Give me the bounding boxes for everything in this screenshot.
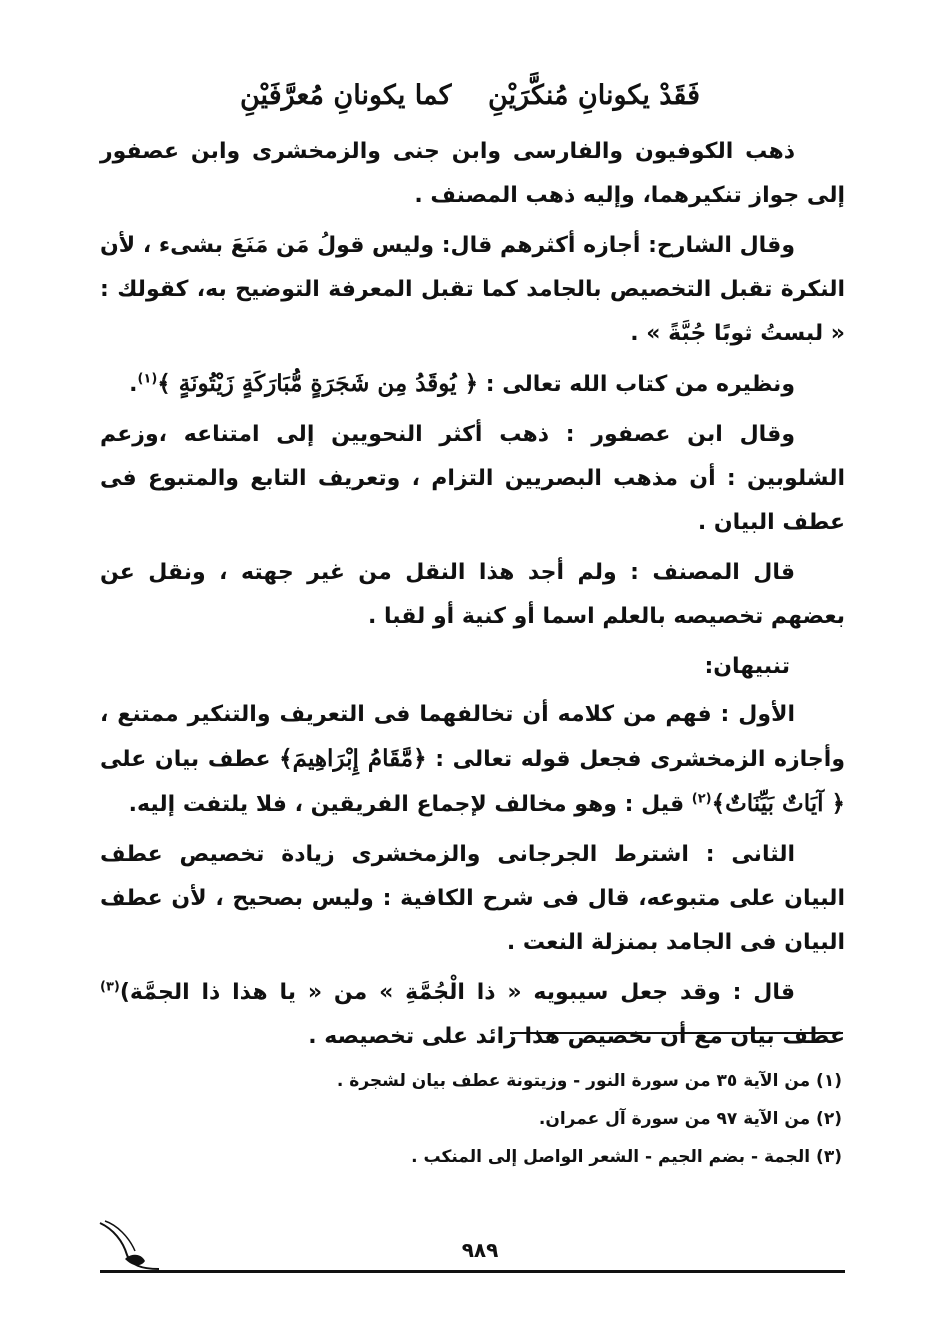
footnote-ref-2: (٢) — [691, 791, 712, 807]
footnote-ref-1: (١) — [137, 371, 158, 387]
paragraph-8-text-b: عطف بيان مع أن تخصيص هذا زائد على تخصيصه . — [308, 1024, 845, 1049]
quran-quote-3: ﴿ آيَاتٌ بَيِّنَاتٌ﴾ — [711, 790, 845, 817]
paragraph-2: وقال الشارح: أجازه أكثرهم قال: وليس قولُ مَن مَنَعَ بشىء ، لأن النكرة تقبل التخصيص بالجامد كما تقبل المعرفة التوضيح به، كقولك : « لبستُ ثوبًا جُبَّةً » . — [100, 233, 845, 346]
paragraph-3-text: ونظيره من كتاب الله تعالى : — [485, 372, 795, 397]
paragraph-8 — [100, 971, 845, 1059]
page-number: ٩٨٩ — [461, 1238, 499, 1262]
paragraph-3-end: . — [129, 372, 138, 397]
paragraph-6-text-b: عطف بيان على — [100, 747, 271, 772]
paragraph-8-text-a: قال : وقد جعل سيبويه « ذا الْجُمَّةِ » من « يا هذا ذا الجمَّة) — [119, 980, 795, 1005]
footnote-2: (٢) من الآية ٩٧ من سورة آل عمران. — [538, 1109, 842, 1129]
footnote-separator — [510, 1032, 843, 1034]
verse-hemistich-left: كما يكونانِ مُعرَّفَيْنِ — [240, 80, 452, 111]
footnote-3: (٣) الجمة - بضم الجيم - الشعر الواصل إلى المنكب . — [411, 1147, 842, 1167]
paragraph-5: قال المصنف : ولم أجد هذا النقل من غير جهته ، ونقل عن بعضهم تخصيصه بالعلم اسما أو كنية أو لقبا . — [100, 560, 845, 629]
paragraph-6 — [100, 693, 845, 827]
paragraph-6-text-c: قيل : وهو مخالف لإجماع الفريقين ، فلا يلتفت إليه. — [128, 792, 685, 817]
paragraph-7: الثانى : اشترط الجرجانى والزمخشرى زيادة تخصيص عطف البيان على متبوعه، قال فى شرح الكافية : وليس بصحيح ، لأن عطف البيان فى الجامد بمنزلة النعت . — [100, 842, 845, 955]
footnotes — [150, 1062, 842, 1176]
quill-ornament-icon — [95, 1215, 165, 1275]
quran-quote-2: ﴿مَّقَامُ إِبْرَاهِيمَ﴾ — [279, 745, 427, 772]
main-text — [100, 130, 845, 1065]
verse-hemistich-right: فَقَدْ يكونانِ مُنكَّرَيْنِ — [488, 80, 700, 111]
paragraph-4: وقال ابن عصفور : ذهب أكثر النحويين إلى امتناعه ،وزعم الشلوبين : أن مذهب البصريين التزام ، وتعريف التابع والمتبوع فى عطف البيان . — [100, 422, 845, 535]
paragraph-1: ذهب الكوفيون والفارسى وابن جنى والزمخشرى وابن عصفور إلى جواز تنكيرهما، وإليه ذهب المصنف . — [100, 139, 845, 208]
quran-quote-1: ﴿ يُوقَدُ مِن شَجَرَةٍ مُّبَارَكَةٍ زَيْتُونَةٍ ﴾ — [157, 370, 479, 397]
paragraph-6-text-a: الأول : فهم من كلامه أن تخالفهما فى التعريف والتنكير ممتنع ، وأجازه الزمخشرى فجعل قوله تعالى : — [100, 702, 845, 772]
footnote-ref-3: (٣) — [100, 979, 120, 995]
paragraph-3 — [100, 362, 845, 407]
bottom-rule — [100, 1270, 845, 1273]
footnote-1: (١) من الآية ٣٥ من سورة النور - وزيتونة عطف بيان لشجرة . — [336, 1071, 842, 1091]
poem-verse — [240, 72, 700, 122]
section-heading: تنبيهان: — [704, 654, 790, 679]
